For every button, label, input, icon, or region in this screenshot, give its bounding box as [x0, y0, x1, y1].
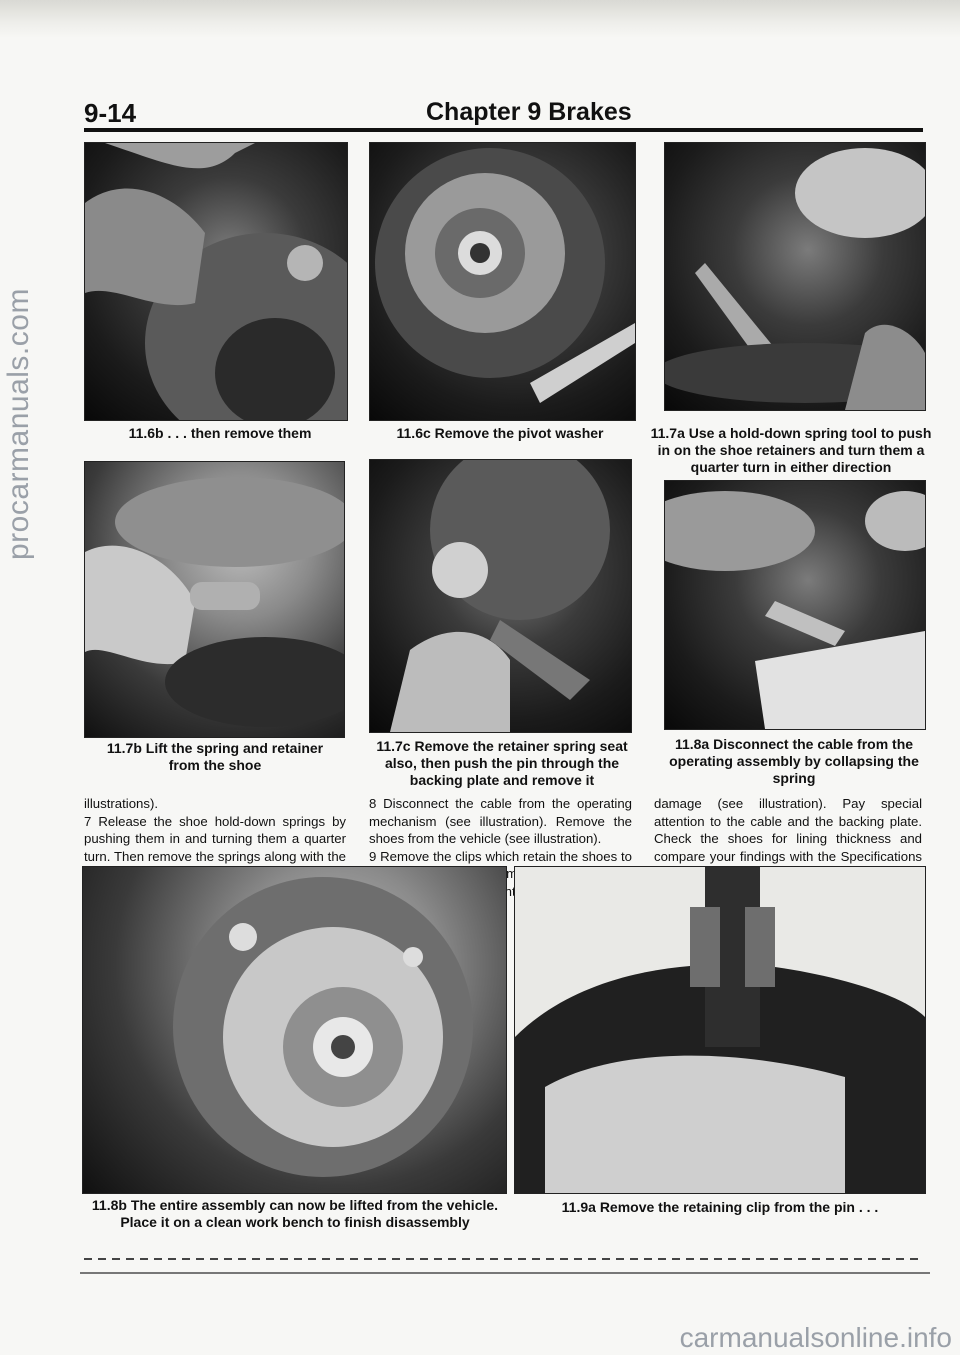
chapter-title: Chapter 9 Brakes — [426, 98, 632, 126]
body-text-column-2: 8 Disconnect the cable from the operating mechanism (see illustration). Remove the shoes from the vehicle (see illustration). 9 Remove the clips which retain the shoes to — [369, 796, 632, 864]
caption-11-7c: 11.7c Remove the retainer spring seat also, then push the pin through the backing plate and remove it — [376, 738, 628, 788]
caption-11-6c: 11.6c Remove the pivot washer — [396, 425, 604, 441]
photo-11-7b — [84, 461, 345, 738]
photo-11-7a — [664, 142, 926, 411]
bottom-rule — [80, 1272, 930, 1274]
footer-watermark: carmanualsonline.info — [679, 1322, 952, 1353]
header-rule — [84, 128, 923, 132]
body-text-column-1: illustrations). 7 Release the shoe hold-down springs by pushing them in and turning them a quarter turn. Then remove the springs along with the — [84, 796, 346, 864]
caption-11-7b: 11.7b Lift the spring and retainer from the shoe — [106, 740, 324, 773]
caption-11-6b: 11.6b . . . then remove them — [128, 425, 312, 441]
photo-11-8b — [82, 866, 507, 1194]
photo-11-6b — [84, 142, 348, 421]
caption-11-8a: 11.8a Disconnect the cable from the operating assembly by collapsing the spring — [669, 736, 919, 786]
photo-11-7c — [369, 459, 632, 733]
dashed-rule — [84, 1258, 924, 1260]
page-number: 9-14 — [84, 98, 137, 128]
caption-11-7a: 11.7a Use a hold-down spring tool to push in on the shoe retainers and turn them a quarter turn in either direction — [650, 425, 932, 475]
photo-11-6c — [369, 142, 636, 421]
caption-11-8b: 11.8b The entire assembly can now be lifted from the vehicle. Place it on a clean work bench to finish disassembly — [91, 1197, 499, 1230]
caption-11-9a: 11.9a Remove the retaining clip from the pin . . . — [561, 1199, 879, 1215]
photo-11-9a — [514, 866, 926, 1194]
scan-top-edge — [0, 0, 960, 38]
body-text-column-3: damage (see illustration). Pay special attention to the cable and the backing plate. Check the shoes for lining thickness and compare your findings with the Specifications — [654, 796, 922, 864]
photo-11-8a — [664, 480, 926, 730]
side-watermark: procarmanuals.com — [2, 288, 35, 560]
